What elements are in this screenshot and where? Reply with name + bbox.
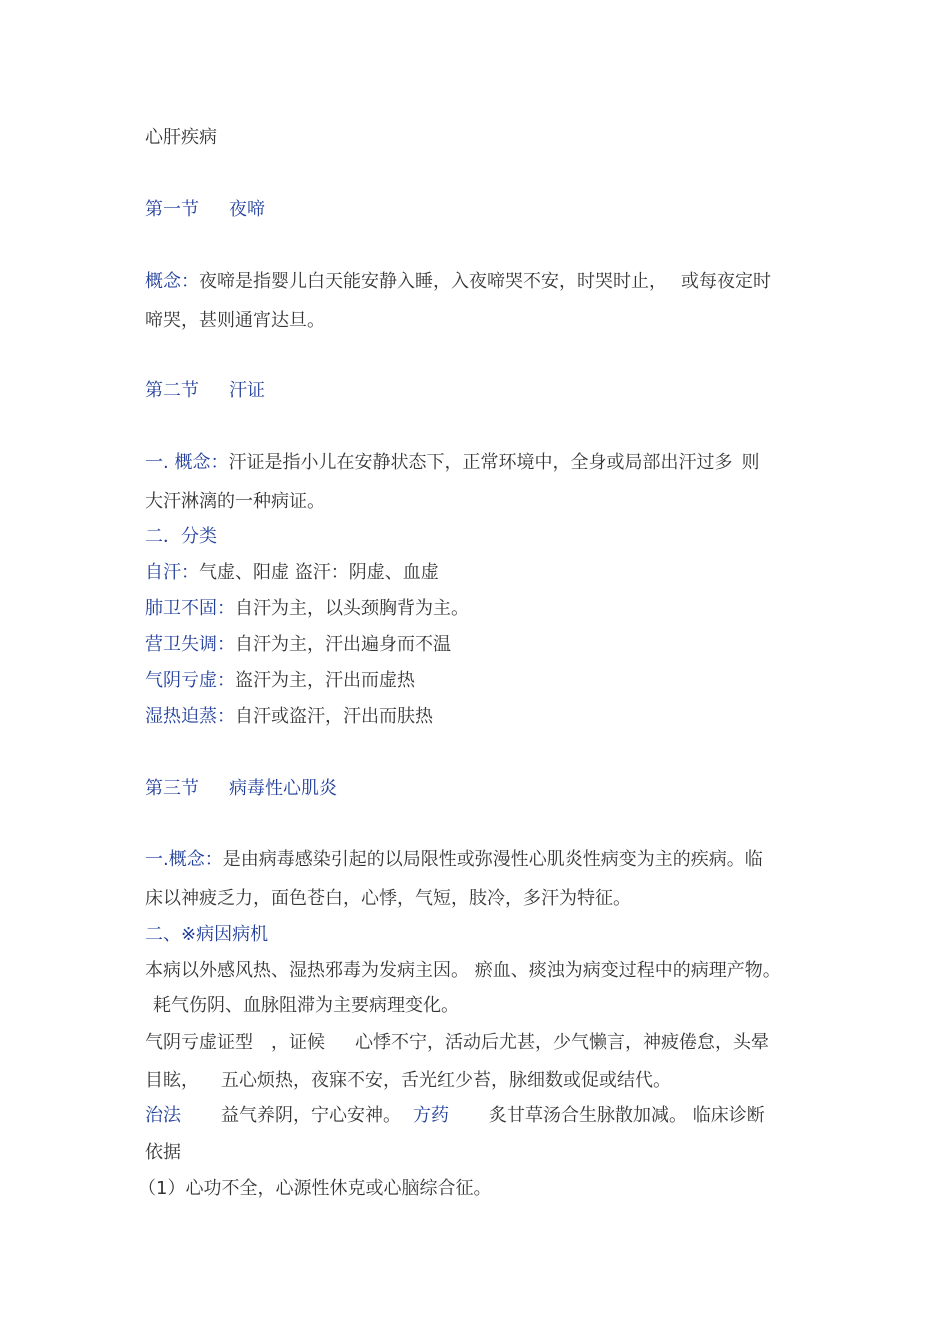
syndrome-item bbox=[145, 634, 451, 656]
section-3-type-line-1 bbox=[145, 1032, 769, 1054]
section-3-treatment-line bbox=[145, 1105, 765, 1127]
section-3-basis: 依据 bbox=[145, 1142, 181, 1163]
section-1-concept-label: 概念： bbox=[145, 271, 199, 292]
syndrome-label: 湿热迫蒸： bbox=[145, 706, 235, 727]
section-1-name: 夜啼 bbox=[229, 199, 265, 220]
syndrome-item bbox=[145, 706, 433, 728]
symptoms-text-a: 目眩， bbox=[145, 1070, 199, 1091]
section-1-concept-text-b: 或每夜定时 bbox=[681, 271, 771, 292]
section-3-concept-line-2: 床以神疲乏力，面色苍白，心悸，气短，肢冷，多汗为特征。 bbox=[145, 888, 631, 909]
section-3-concept-text: 是由病毒感染引起的以局限性或弥漫性心肌炎性病变为主的疾病。临 bbox=[222, 849, 763, 870]
section-2-concept-label: 一. 概念： bbox=[145, 452, 229, 473]
syndrome-label: 肺卫不固： bbox=[145, 598, 235, 619]
treatment-text: 益气养阴，宁心安神。 bbox=[221, 1105, 401, 1126]
section-3-heading bbox=[145, 778, 337, 800]
section-2-concept-text-b: 则 bbox=[741, 452, 760, 473]
section-3-concept-label: 一.概念： bbox=[145, 849, 223, 870]
section-3-number: 第三节 bbox=[145, 778, 199, 799]
section-2-classification-line bbox=[145, 562, 439, 584]
symptoms-text: 心悸不宁，活动后尤甚，少气懒言，神疲倦怠，头晕 bbox=[355, 1032, 769, 1053]
section-2-concept-line-2: 大汗淋漓的一种病证。 bbox=[145, 491, 325, 512]
section-2-number: 第二节 bbox=[145, 380, 199, 401]
syndrome-type-name: 气阴亏虚证型 bbox=[145, 1032, 253, 1053]
syndrome-item bbox=[145, 598, 469, 620]
section-3-type-line-2 bbox=[145, 1070, 671, 1092]
section-1-concept-line-2: 啼哭，甚则通宵达旦。 bbox=[145, 310, 325, 331]
section-3-diagnosis-item-1: （1）心功不全，心源性休克或心脑综合征。 bbox=[138, 1178, 492, 1199]
syndrome-text: 自汗为主，以头颈胸背为主。 bbox=[235, 598, 469, 619]
section-2-concept-text: 汗证是指小儿在安静状态下，正常环境中，全身或局部出汗过多 bbox=[228, 452, 733, 473]
section-3-cause-line-2: 耗气伤阴、血脉阻滞为主要病理变化。 bbox=[153, 995, 459, 1016]
section-3-concept-line-1 bbox=[145, 849, 763, 871]
syndrome-text: 盗汗为主，汗出而虚热 bbox=[235, 670, 415, 691]
document-title: 心肝疾病 bbox=[145, 127, 217, 148]
syndrome-item bbox=[145, 670, 415, 692]
section-3-name: 病毒性心肌炎 bbox=[229, 778, 337, 799]
treatment-label: 治法 bbox=[145, 1105, 181, 1126]
section-2-concept-line-1 bbox=[145, 452, 759, 474]
classification-label: 自汗： bbox=[145, 562, 199, 583]
section-3-cause-heading: 二、※病因病机 bbox=[145, 924, 269, 945]
section-1-number: 第一节 bbox=[145, 199, 199, 220]
classification-text: 气虚、阳虚 盗汗：阴虚、血虚 bbox=[199, 562, 439, 583]
syndrome-label: 营卫失调： bbox=[145, 634, 235, 655]
symptoms-text-b: 五心烦热，夜寐不安，舌光红少苔，脉细数或促或结代。 bbox=[221, 1070, 671, 1091]
syndrome-text: 自汗为主，汗出遍身而不温 bbox=[235, 634, 451, 655]
prescription-text: 炙甘草汤合生脉散加减。 临床诊断 bbox=[489, 1105, 765, 1126]
section-2-name: 汗证 bbox=[229, 380, 265, 401]
section-2-classification-heading: 二．分类 bbox=[145, 526, 217, 547]
section-2-heading bbox=[145, 380, 265, 402]
section-1-concept-text: 夜啼是指婴儿白天能安静入睡，入夜啼哭不安，时哭时止， bbox=[199, 271, 667, 292]
symptoms-label: ，证候 bbox=[271, 1032, 325, 1053]
section-3-cause-line-1: 本病以外感风热、湿热邪毒为发病主因。 瘀血、痰浊为病变过程中的病理产物。 bbox=[145, 960, 781, 981]
section-1-concept-line-1 bbox=[145, 271, 771, 293]
syndrome-text: 自汗或盗汗，汗出而肤热 bbox=[235, 706, 433, 727]
syndrome-label: 气阴亏虚： bbox=[145, 670, 235, 691]
prescription-label: 方药 bbox=[413, 1105, 449, 1126]
section-1-heading bbox=[145, 199, 265, 221]
